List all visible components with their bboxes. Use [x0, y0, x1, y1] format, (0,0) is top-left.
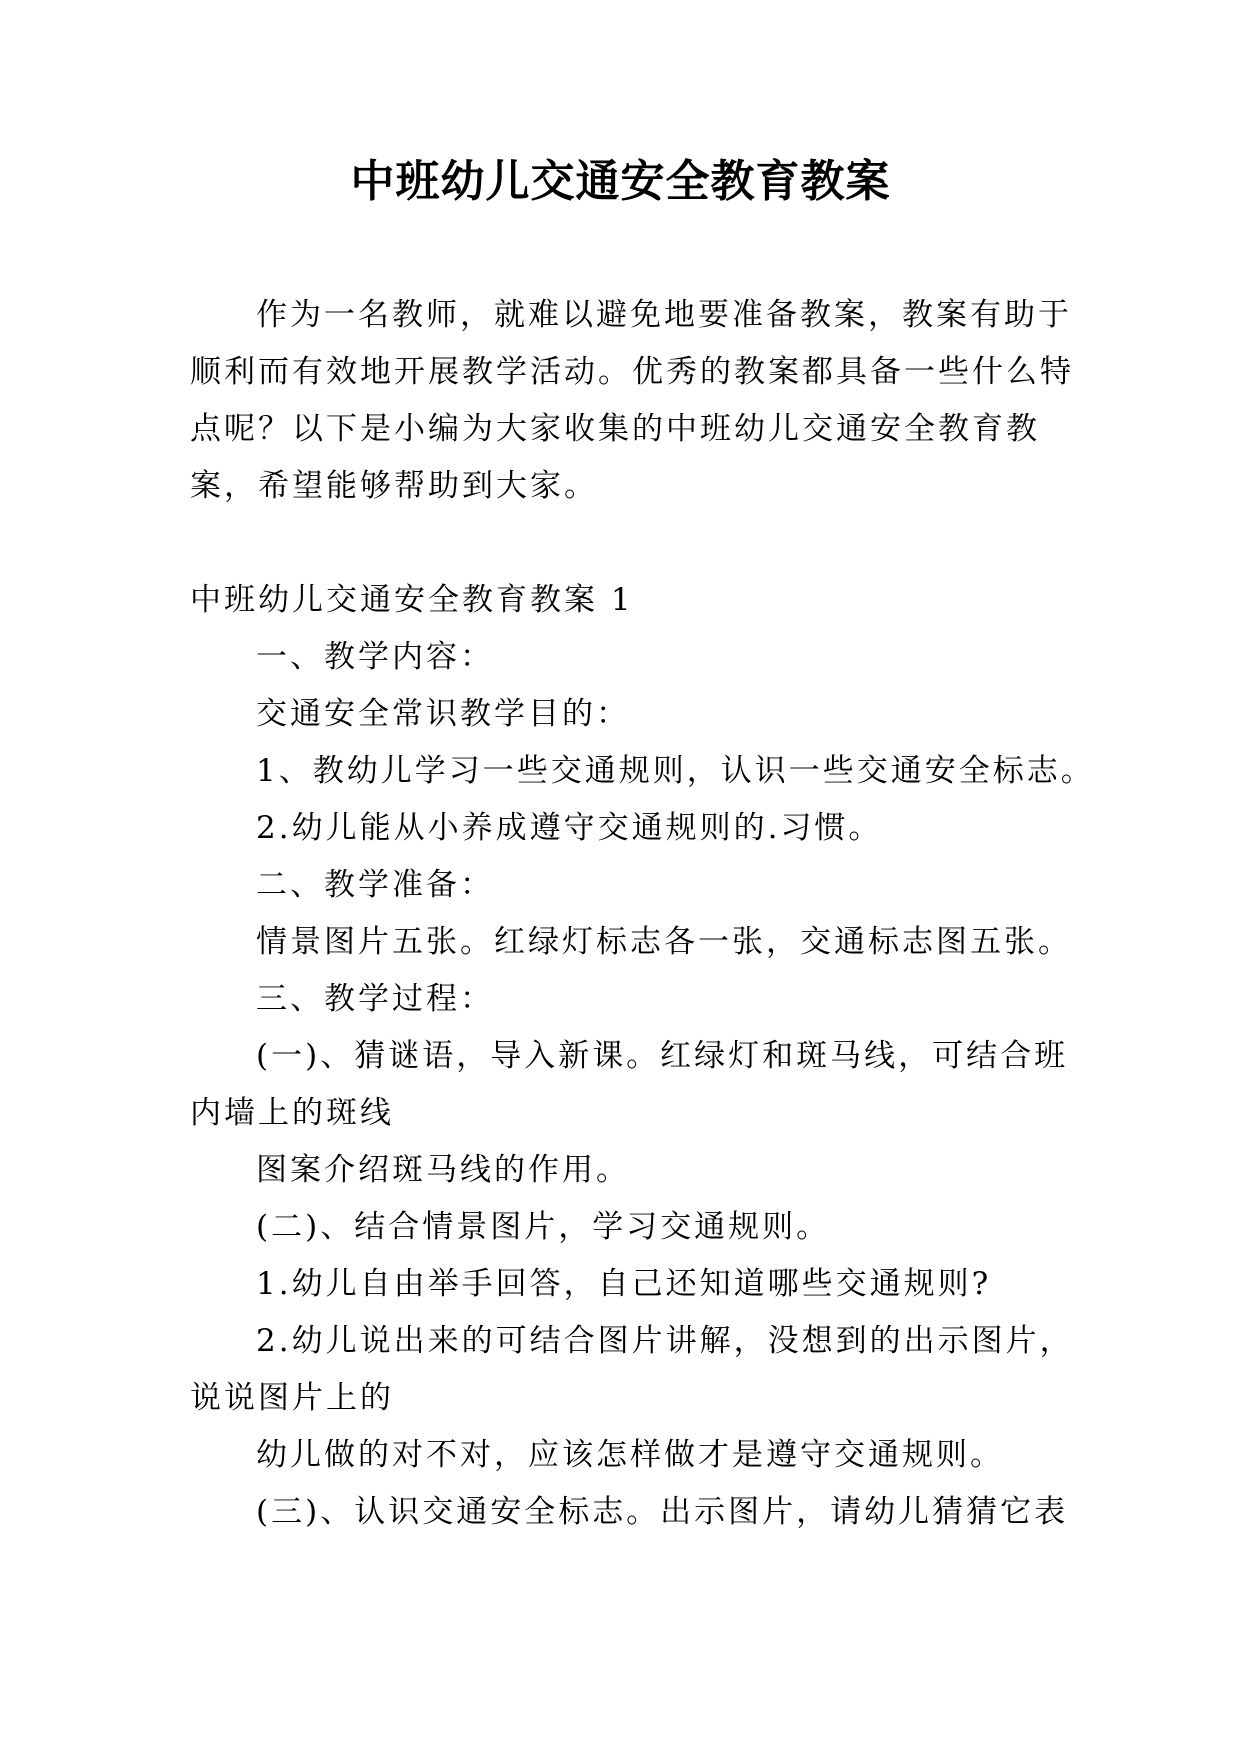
intro-line: 案，希望能够帮助到大家。 — [190, 468, 598, 504]
intro-line: 顺利而有效地开展教学活动。优秀的教案都具备一些什么特 — [190, 354, 1074, 390]
body-line: 交通安全常识教学目的： — [256, 696, 630, 732]
body-line: 内墙上的斑线 — [190, 1095, 394, 1131]
body-line: 图案介绍斑马线的作用。 — [256, 1152, 630, 1188]
body-line: 2.幼儿说出来的可结合图片讲解，没想到的出示图片， — [256, 1323, 1074, 1359]
body-line: 说说图片上的 — [190, 1380, 394, 1416]
body-line: (二)、结合情景图片，学习交通规则。 — [256, 1209, 831, 1245]
body-line: 2.幼儿能从小养成遵守交通规则的.习惯。 — [256, 810, 883, 846]
section-heading: 中班幼儿交通安全教育教案 1 — [190, 582, 634, 618]
document-title: 中班幼儿交通安全教育教案 — [350, 156, 891, 207]
intro-line: 点呢？以下是小编为大家收集的中班幼儿交通安全教育教 — [190, 411, 1040, 447]
body-line: 一、教学内容： — [256, 639, 494, 675]
body-line: 情景图片五张。红绿灯标志各一张，交通标志图五张。 — [256, 924, 1072, 960]
body-line: (一)、猜谜语，导入新课。红绿灯和斑马线，可结合班 — [256, 1038, 1069, 1074]
intro-line: 作为一名教师，就难以避免地要准备教案，教案有助于 — [256, 297, 1072, 333]
body-line: 二、教学准备： — [256, 867, 494, 903]
body-line: 三、教学过程： — [256, 981, 494, 1017]
body-line: 幼儿做的对不对，应该怎样做才是遵守交通规则。 — [256, 1437, 1004, 1473]
body-line: (三)、认识交通安全标志。出示图片，请幼儿猜猜它表 — [256, 1494, 1069, 1530]
body-line: 1.幼儿自由举手回答，自己还知道哪些交通规则? — [256, 1266, 992, 1302]
body-line: 1、教幼儿学习一些交通规则，认识一些交通安全标志。 — [256, 753, 1095, 789]
